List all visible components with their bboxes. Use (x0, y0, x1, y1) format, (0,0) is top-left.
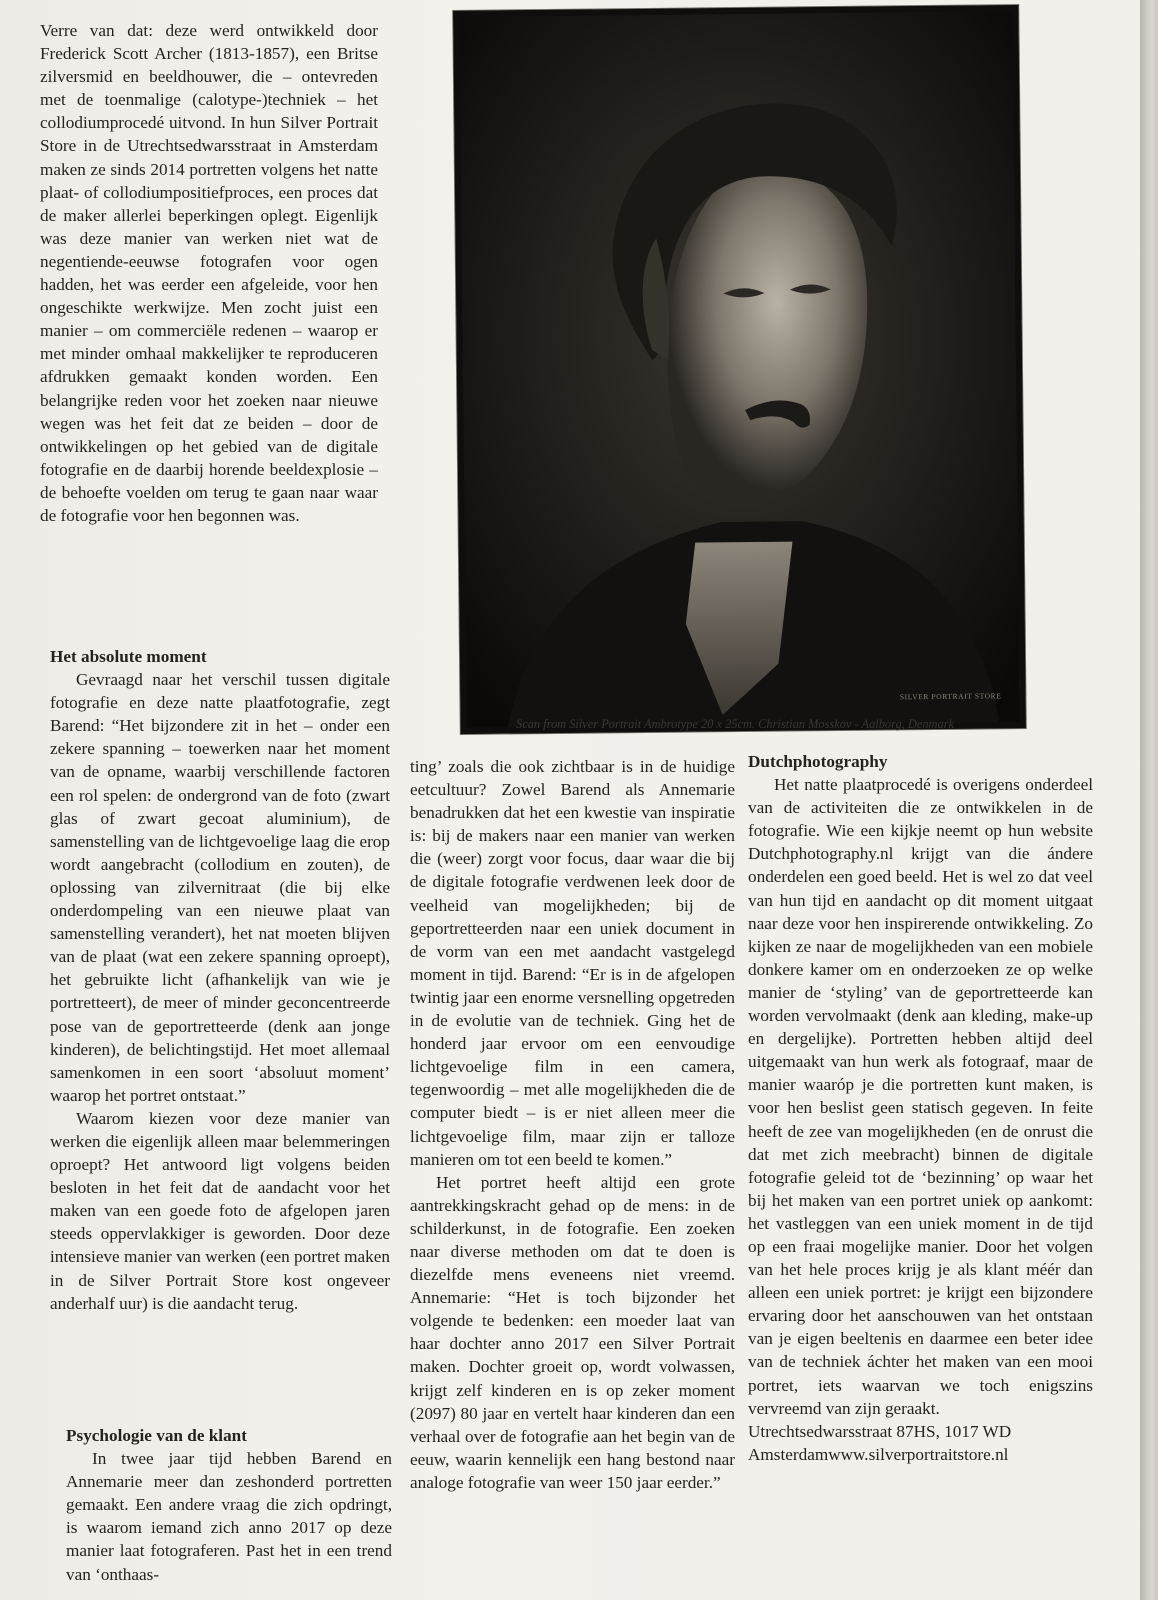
paragraph-two-years: In twee jaar tijd hebben Barend en Annemarie meer dan zeshonderd portretten gemaakt. Een andere vraag die zich opdringt, is waarom iemand zich anno 2017 op deze manier laat fotograferen. Past het in een trend van ‘onthaas- (66, 1449, 392, 1584)
heading-psychology-client: Psychologie van de klant (66, 1426, 247, 1445)
address-line: Utrechtsedwarsstraat 87HS, 1017 WD Amsterdamwww.silverportraitstore.nl (748, 1421, 1012, 1464)
photo-watermark: SILVER PORTRAIT STORE (899, 691, 1002, 702)
paragraph-why-this-method: Waarom kiezen voor deze manier van werken die eigenlijk alleen maar belemmeringen oproept? Het antwoord ligt volgens beiden besloten in het feit dat de aandacht voor het maken van een goede foto de afgelopen jaren steeds oppervlakkiger is geworden. Door deze intensieve manier van werken (een portret maken in de Silver Portrait Store kost ongeveer anderhalf uur) is die aandacht terug. (50, 1108, 390, 1313)
portrait-photo (453, 5, 1026, 734)
photo-caption: Scan from Silver Portrait Ambrotype 20 x 25cm. Christian Mosskov - Aalborg, Denmark (516, 717, 954, 731)
ambrotype-portrait-image (459, 11, 1019, 728)
column-left-bottom (66, 1424, 392, 1586)
column-middle (410, 755, 735, 1494)
paragraph-onthaasting: ting’ zoals die ook zichtbaar is in de huidige eetcultuur? Zowel Barend als Annemarie benadrukken dat het een kwestie van inspiratie is: bij de makers naar een manier van werken die (weer) zorgt voor focus, daar waar die bij de digitale fotografie verdwenen leek door de veelheid van mogelijkheden; bij de geportretteerden naar een uniek document in de vorm van een met aandacht vastgelegd moment in tijd. Barend: “Er is in de afgelopen twintig jaar een enorme versnelling opgetreden in de evolutie van de techniek. Ging het de honderd jaar ervoor om een eenvoudige lichtgevoelige film in een camera, tegenwoordig – met alle mogelijkheden die de computer biedt – is er niet alleen meer die lichtgevoelige film, maar zijn er talloze manieren om tot een beeld te komen.” (410, 757, 735, 1169)
paragraph-dutchphotography: Het natte plaatprocedé is overigens onderdeel van de activiteiten die ze ontwikkelen in de fotografie. Wie een kijkje neemt op hun website Dutchphotography.nl krijgt van die ándere onderdelen een goed beeld. Het is wel zo dat veel van hun tijd en aandacht op dit moment uitgaat naar deze voor hen inspirerende ontwikkeling. Zo kijken ze naar de mogelijkheden van een mobiele donkere kamer om en onderzoeken ze op welke manier de ‘styling’ van de geportretteerde kan worden vervolmaakt (denk aan kleding, make-up en dergelijke). Portretten hebben altijd deel uitgemaakt van hun werk als fotograaf, maar de manier waaróp je die portretten kunt maken, is voor hen beslist geen statisch gegeven. In feite heeft de zee van mogelijkheden (en de onrust die dat met zich meebracht) binnen de digitale fotografie geleid tot de ‘bezinning’ op waar het bij het maken van een portret uniek op aankomt: het vastleggen van een uniek moment in de tijd op een fraai mogelijke manier. Door het volgen van het hele proces krijg je als klant méér dan alleen een uniek portret: je krijgt een bijzondere ervaring door het aanschouwen van het ontstaan van je eigen beeltenis en daarmee een beter idee van de techniek áchter het maken van een mooi portret, iets waarvan we toch enigszins vervreemd van zijn geraakt. (748, 775, 1093, 1418)
paragraph-portrait-attraction: Het portret heeft altijd een grote aantrekkingskracht gehad op de mens: in de schilderkunst, in de fotografie. Een zoeken naar diverse methoden om dat te doen is diezelfde mens eveneens niet vreemd. Annemarie: “Het is toch bijzonder het volgende te bedenken: een moeder laat van haar dochter anno 2017 een Silver Portrait maken. Dochter groeit op, wordt volwassen, krijgt zelf kinderen en is op zeker moment (2097) 80 jaar en vertelt haar kinderen dan een verhaal over de fotografie aan het begin van de eeuw, waarin kennelijk een hang bestond naar analoge fotografie van weer 150 jaar eerder.” (410, 1172, 735, 1492)
paragraph-intro: Verre van dat: deze werd ontwikkeld door Frederick Scott Archer (1813-1857), een Britse zilversmid en beeldhouwer, die – ontevreden met de toenmalige (calotype-)techniek – het collodiumprocedé uitvond. In hun Silver Portrait Store in de Utrechtsedwarsstraat in Amsterdam maken ze sinds 2014 portretten volgens het natte plaat- of collodiumpositiefproces, een proces dat de maker allerlei beperkingen oplegt. Eigenlijk was deze manier van werken niet wat de negentiende-eeuwse fotografen voor ogen hadden, het was eerder een afgeleide, voor hen ongeschikte werkwijze. Men zocht juist een manier – om commerciële redenen – waarop er met minder omhaal makkelijker te reproduceren afdrukken gemaakt konden worden. Een belangrijke reden voor het zoeken naar nieuwe wegen was het feit dat ze beiden – door de ontwikkelingen op het gebied van de digitale fotografie en de daarbij horende beeldexplosie – de behoefte voelden om terug te gaan naar waar de fotografie voor hen begonnen was. (40, 21, 378, 525)
column-left-top (40, 19, 378, 527)
heading-dutchphotography: Dutchphotography (748, 752, 888, 771)
heading-absolute-moment: Het absolute moment (50, 647, 207, 666)
paragraph-absolute-moment: Gevraagd naar het verschil tussen digitale fotografie en deze natte plaatfotografie, zegt Barend: “Het bijzondere zit in het – onder een zekere spanning – toewerken naar het moment van de opname, waarbij verschillende factoren een rol spelen: de ondergrond van de foto (zwart glas of zwart gecoat aluminium), de samenstelling van de lichtgevoelige laag die erop wordt aangebracht (collodium en zouten), de oplossing van zilvernitraat (die bij elke onderdompeling van een nieuwe plaat van samenstelling verandert), het nat moeten blijven van de plaat (wat een zekere spanning oproept), het gebruikte licht (afhankelijk van wie je portretteert), de meer of minder geconcentreerde pose van de geportretteerde (denk aan jonge kinderen), de belichtingstijd. Het moet allemaal samenkomen in een soort ‘absoluut moment’ waarop het portret ontstaat.” (50, 670, 390, 1105)
column-left-middle (50, 645, 390, 1315)
page-edge (1140, 0, 1158, 1600)
column-right (748, 750, 1093, 1466)
